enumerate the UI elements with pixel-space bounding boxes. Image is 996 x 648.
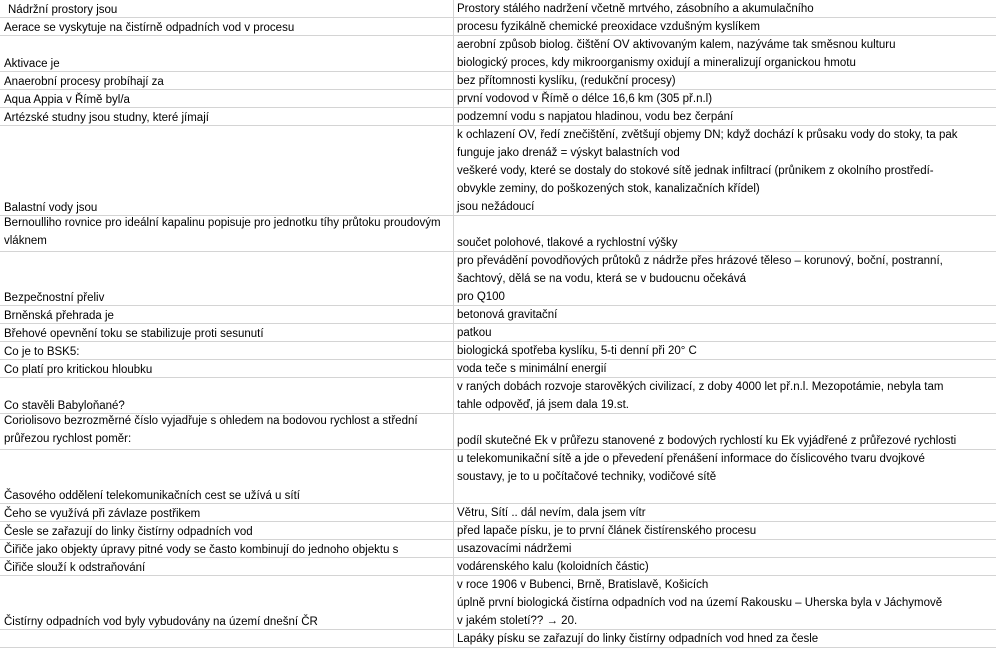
question-cell[interactable] <box>0 18 454 35</box>
question-cell[interactable] <box>0 378 454 413</box>
table-row <box>0 414 996 450</box>
question-text: Artézské studny jsou studny, které jímají <box>4 112 209 124</box>
answer-cell[interactable] <box>454 522 996 539</box>
answer-line: biologická spotřeba kyslíku, 5-ti denní při 20° C <box>457 345 697 357</box>
answer-line: obvykle zeminy, do poškozených stok, kanalizačních křídel) <box>457 183 760 195</box>
answer-line: podíl skutečné Ek v průřezu stanovené z bodových rychlostí ku Ek vyjádřené z průřezové rychlosti <box>457 435 957 447</box>
table-row <box>0 360 996 378</box>
answer-cell[interactable] <box>454 252 996 305</box>
question-cell[interactable] <box>0 540 454 557</box>
answer-line: pro převádění povodňových průtoků z nádrže přes hrázové těleso – korunový, boční, postranní, <box>457 255 943 267</box>
question-cell[interactable] <box>0 522 454 539</box>
answer-line: před lapače písku, je to první článek čistírenského procesu <box>457 525 757 537</box>
question-text: Aerace se vyskytuje na čistírně odpadních vod v procesu <box>4 22 295 34</box>
answer-line: u telekomunikační sítě a jde o převedení přenášení informace do číslicového tvaru dvojkové <box>457 453 925 465</box>
question-text: Čiřiče jako objekty úpravy pitné vody se často kombinují do jednoho objektu s <box>4 544 399 556</box>
answer-cell[interactable] <box>454 504 996 521</box>
answer-line: patkou <box>457 327 492 339</box>
table-row <box>0 252 996 306</box>
answer-line: úplně první biologická čistírna odpadních vod na území Rakousku – Uherska byla v Jáchymově <box>457 597 943 609</box>
question-cell[interactable] <box>0 630 454 647</box>
question-text: Česle se zařazují do linky čistírny odpadních vod <box>4 526 253 538</box>
answer-line: pro Q100 <box>457 291 505 303</box>
answer-line: Větru, Sítí .. dál nevím, dala jsem vítr <box>457 507 646 519</box>
answer-line: součet polohové, tlakové a rychlostní výšky <box>457 237 678 249</box>
question-text: Časového oddělení telekomunikačních cest se užívá u sítí <box>4 490 300 502</box>
answer-cell[interactable] <box>454 576 996 629</box>
question-cell[interactable] <box>0 576 454 629</box>
answer-cell[interactable] <box>454 360 996 377</box>
table-row <box>0 342 996 360</box>
table-row <box>0 504 996 522</box>
answer-line: jsou nežádoucí <box>457 201 535 213</box>
table-row <box>0 216 996 252</box>
answer-cell[interactable] <box>454 630 996 647</box>
table-row <box>0 558 996 576</box>
question-text: Čiřiče slouží k odstraňování <box>4 562 146 574</box>
answer-cell[interactable] <box>454 72 996 89</box>
answer-cell[interactable] <box>454 450 996 503</box>
question-cell[interactable] <box>0 414 454 449</box>
answer-cell[interactable] <box>454 306 996 323</box>
table-row <box>0 108 996 126</box>
answer-line: Lapáky písku se zařazují do linky čistírny odpadních vod hned za česle <box>457 633 819 645</box>
answer-cell[interactable] <box>454 126 996 215</box>
question-cell[interactable] <box>0 450 454 503</box>
question-cell[interactable] <box>0 72 454 89</box>
table-row <box>0 36 996 72</box>
answer-line: funguje jako drenáž = výskyt balastních vod <box>457 147 680 159</box>
answer-line: v raných dobách rozvoje starověkých civilizací, z doby 4000 let př.n.l. Mezopotámie, nebyla tam <box>457 381 944 393</box>
question-text: Čistírny odpadních vod byly vybudovány na území dnešní ČR <box>4 616 318 628</box>
answer-cell[interactable] <box>454 18 996 35</box>
question-cell[interactable] <box>0 558 454 575</box>
table-row <box>0 522 996 540</box>
question-text: Coriolisovo bezrozměrné číslo vyjadřuje s ohledem na bodovou rychlost a střední průřezou rychlost poměr: <box>4 415 418 445</box>
table-row <box>0 324 996 342</box>
answer-line: voda teče s minimální energií <box>457 363 607 375</box>
answer-line: šachtový, dělá se na vodu, která se v budoucnu očekává <box>457 273 746 285</box>
answer-line: v jakém století?? → 20. <box>457 615 578 627</box>
answer-cell[interactable] <box>454 342 996 359</box>
question-text: Čeho se využívá při závlaze postřikem <box>4 508 201 520</box>
answer-line: betonová gravitační <box>457 309 558 321</box>
question-cell[interactable] <box>0 126 454 215</box>
answer-cell[interactable] <box>454 378 996 413</box>
answer-line <box>457 486 996 503</box>
table-row <box>0 18 996 36</box>
question-cell[interactable] <box>0 504 454 521</box>
question-cell[interactable] <box>0 36 454 71</box>
table-row <box>0 630 996 648</box>
table-row <box>0 576 996 630</box>
question-text: Anaerobní procesy probíhají za <box>4 76 164 88</box>
answer-cell[interactable] <box>454 558 996 575</box>
answer-line: biologický proces, kdy mikroorganismy oxidují a mineralizují organickou hmotu <box>457 57 856 69</box>
question-text: Co platí pro kritickou hloubku <box>4 364 153 376</box>
answer-cell[interactable] <box>454 108 996 125</box>
question-text: Aktivace je <box>4 58 60 70</box>
answer-line <box>457 414 996 432</box>
answer-line: aerobní způsob biolog. čištění OV aktivovaným kalem, nazýváme tak směsnou kulturu <box>457 39 896 51</box>
question-cell[interactable] <box>0 342 454 359</box>
question-cell[interactable] <box>0 324 454 341</box>
question-text: Bernoulliho rovnice pro ideální kapalinu popisuje pro jednotku tíhy průtoku proudovým vláknem <box>4 217 441 247</box>
question-text: Nádržní prostory jsou <box>8 4 118 16</box>
answer-line: veškeré vody, které se dostaly do stokové sítě jednak infiltrací (průnikem z okolního prostředí- <box>457 165 934 177</box>
answer-line <box>457 216 996 234</box>
question-text: Balastní vody jsou <box>4 202 98 214</box>
answer-line: tahle odpověď, já jsem dala 19.st. <box>457 399 630 411</box>
answer-line: první vodovod v Římě o délce 16,6 km (305 př.n.l) <box>457 93 713 105</box>
question-cell[interactable] <box>0 0 454 17</box>
question-cell[interactable] <box>0 90 454 107</box>
question-cell[interactable] <box>0 108 454 125</box>
answer-line: soustavy, je to u počítačové techniky, vodičové sítě <box>457 471 717 483</box>
answer-cell[interactable] <box>454 540 996 557</box>
answer-cell[interactable] <box>454 90 996 107</box>
question-text: Co stavěli Babyloňané? <box>4 400 125 412</box>
answer-cell[interactable] <box>454 414 996 449</box>
answer-line: usazovacími nádržemi <box>457 543 572 555</box>
question-cell[interactable] <box>0 252 454 305</box>
question-cell[interactable] <box>0 216 454 251</box>
table-row <box>0 306 996 324</box>
answer-cell[interactable] <box>454 324 996 341</box>
table-row <box>0 540 996 558</box>
table-row <box>0 0 996 18</box>
table-row <box>0 126 996 216</box>
question-text: Bezpečnostní přeliv <box>4 292 105 304</box>
table-row <box>0 90 996 108</box>
question-text: Co je to BSK5: <box>4 346 80 358</box>
answer-line: vodárenského kalu (koloidních částic) <box>457 561 649 573</box>
answer-line: bez přítomnosti kyslíku, (redukční procesy) <box>457 75 676 87</box>
table-row <box>0 72 996 90</box>
answer-line: v roce 1906 v Bubenci, Brně, Bratislavě, Košicích <box>457 579 709 591</box>
answer-cell[interactable] <box>454 216 996 251</box>
answer-line: Prostory stálého nadržení včetně mrtvého, zásobního a akumulačního <box>457 3 814 15</box>
table-row <box>0 450 996 504</box>
answer-line: k ochlazení OV, ředí znečištění, zvětšují objemy DN; když dochází k průsaku vody do stoky, ta pak <box>457 129 958 141</box>
question-cell[interactable] <box>0 360 454 377</box>
question-text: Břehové opevnění toku se stabilizuje proti sesunutí <box>4 328 264 340</box>
answer-cell[interactable] <box>454 0 996 17</box>
question-text: Aqua Appia v Římě byl/a <box>4 94 130 106</box>
answer-line: podzemní vodu s napjatou hladinou, vodu bez čerpání <box>457 111 734 123</box>
question-text: Brněnská přehrada je <box>4 310 114 322</box>
table-row <box>0 378 996 414</box>
question-cell[interactable] <box>0 306 454 323</box>
answer-cell[interactable] <box>454 36 996 71</box>
answer-line: procesu fyzikálně chemické preoxidace vzdušným kyslíkem <box>457 21 760 33</box>
